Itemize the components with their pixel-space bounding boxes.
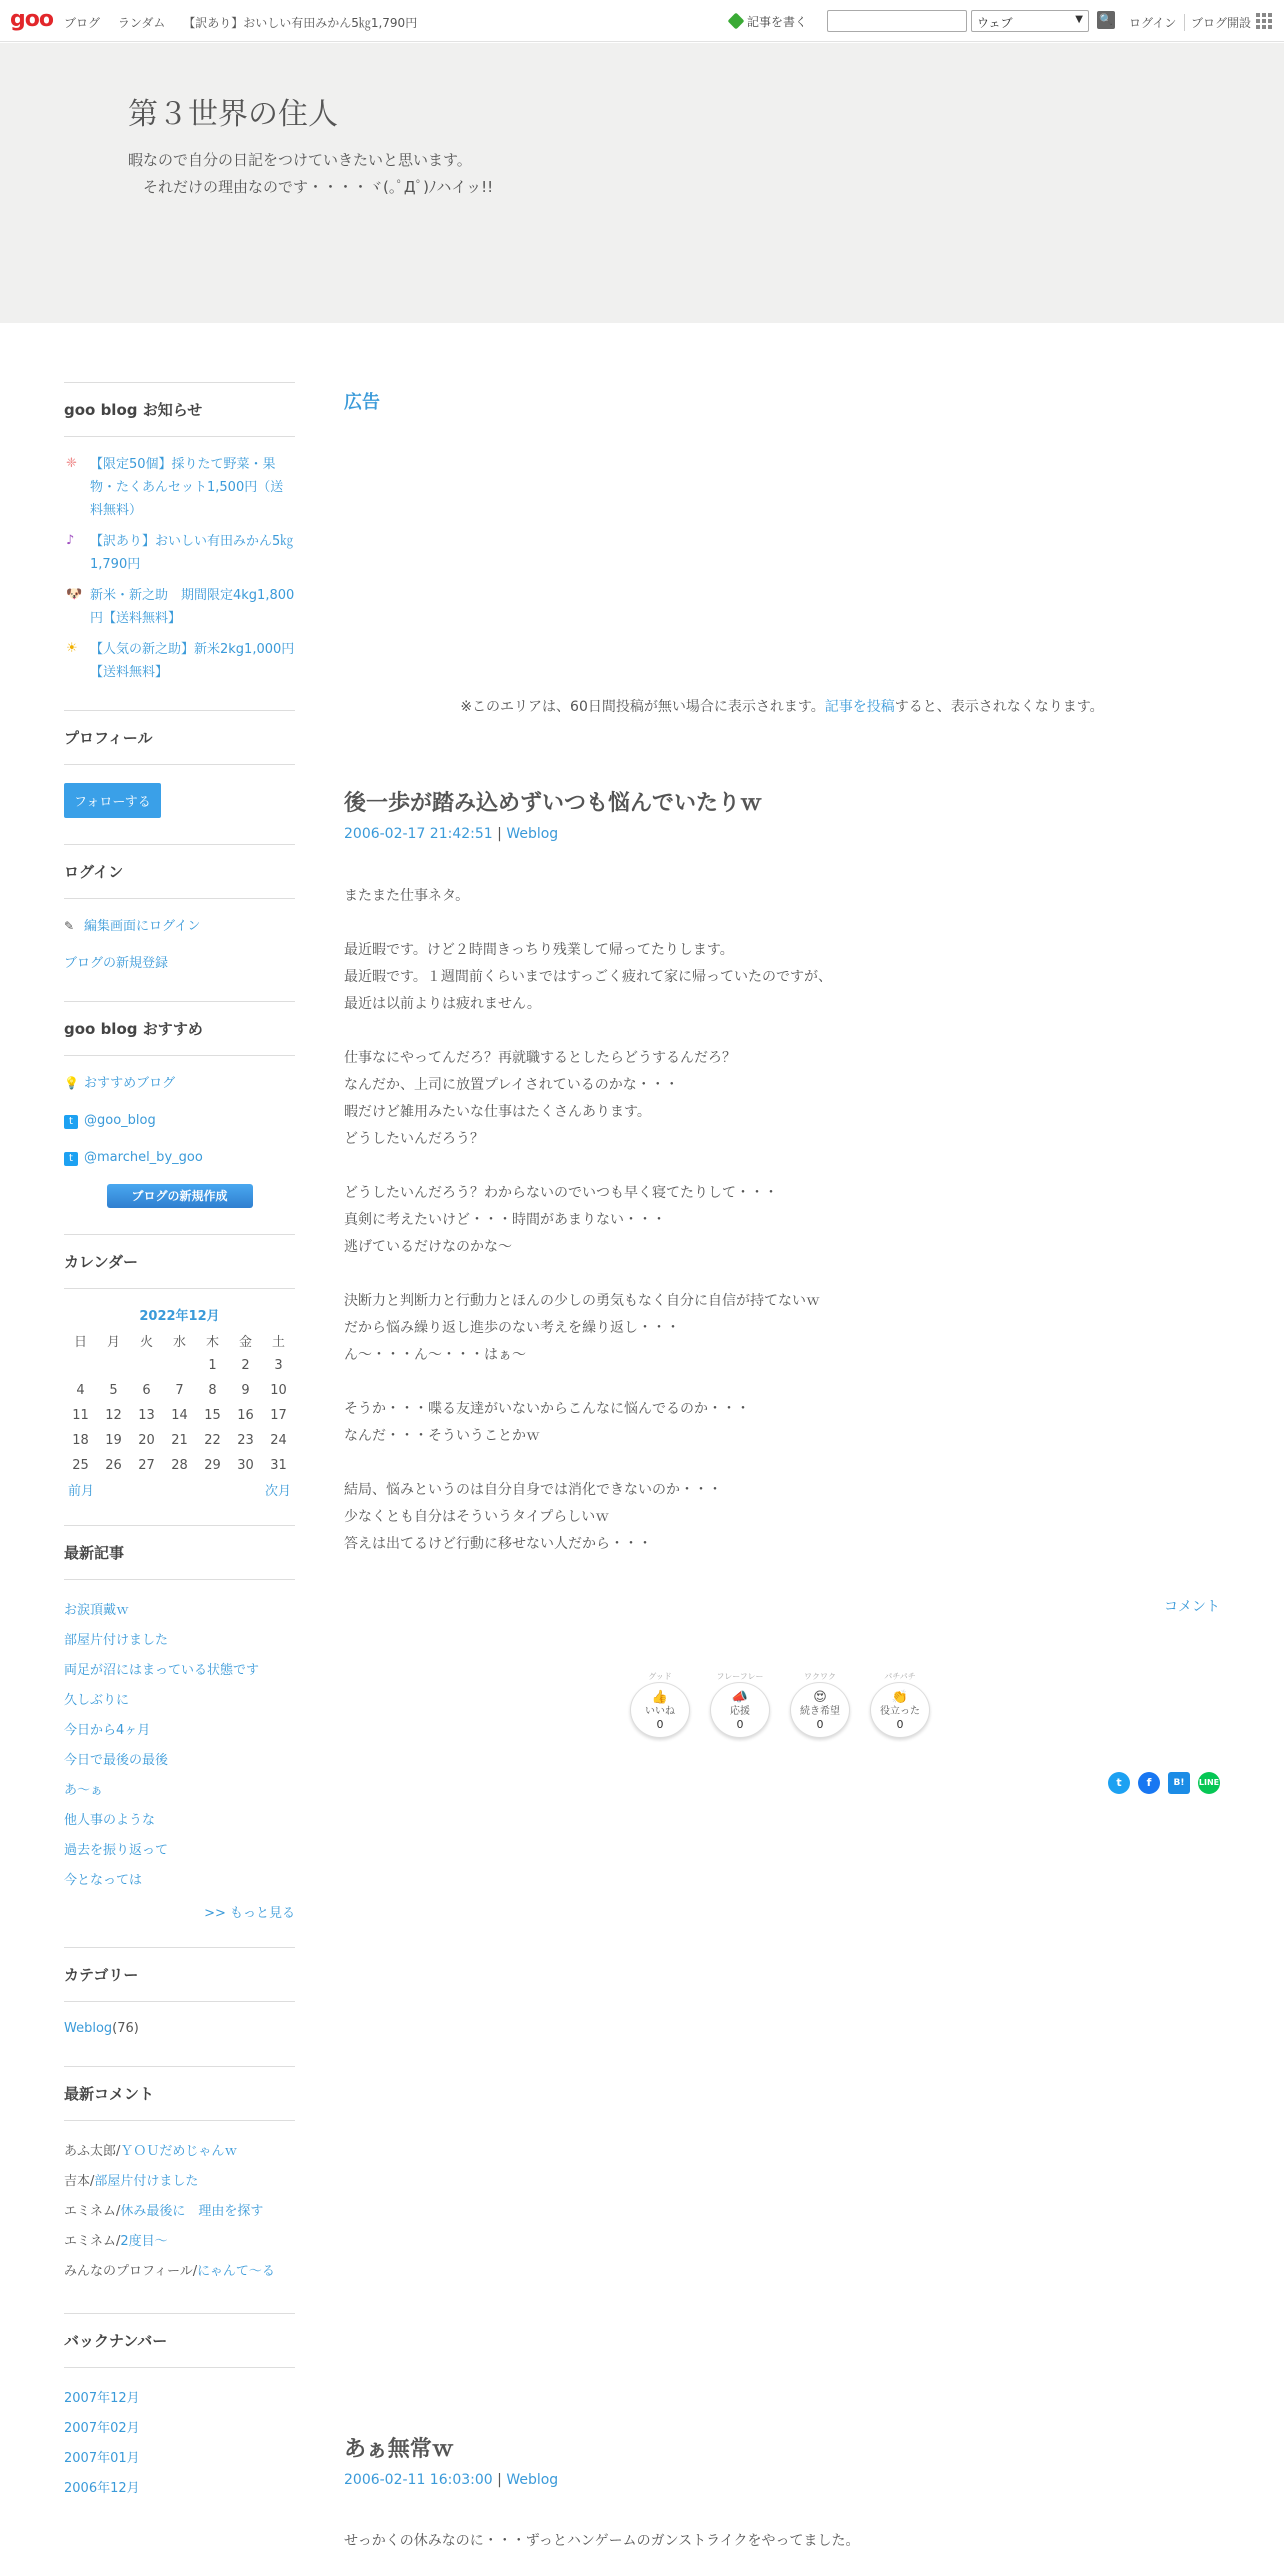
entry-line: だから悩み繰り返し進歩のない考えを繰り返し・・・	[344, 1320, 680, 1336]
calendar-day: 10	[270, 1383, 287, 1398]
calendar-day: 26	[105, 1458, 122, 1473]
recent-section	[64, 1525, 295, 1921]
pencil-icon	[728, 13, 745, 30]
meta-separator: |	[492, 826, 507, 842]
calendar-day: 25	[72, 1458, 89, 1473]
calendar-day: 9	[241, 1383, 250, 1398]
category-count: (76)	[112, 2021, 139, 2036]
weekday-label: 金	[238, 1335, 252, 1350]
comment-article-link[interactable]: 休み最後に 理由を探す	[120, 2204, 264, 2219]
reaction-label: 続き希望	[800, 1706, 840, 1717]
entry-line	[344, 1261, 832, 1288]
notice-item[interactable]	[64, 530, 295, 576]
recent-article-link[interactable]: 両足が沼にはまっている状態です	[64, 1663, 260, 1678]
notice-item-text: 【訳あり】おいしい有田みかん5㎏1,790円	[90, 534, 294, 572]
facebook-share-icon[interactable]: f	[1138, 1772, 1160, 1794]
calendar-day: 4	[76, 1383, 85, 1398]
calendar-day	[130, 1353, 163, 1378]
reaction-circle	[710, 1682, 770, 1738]
calendar-day: 29	[204, 1458, 221, 1473]
entry-line	[344, 1369, 832, 1396]
entry-category-link[interactable]: Weblog	[506, 826, 559, 842]
recent-article-link[interactable]: 他人事のような	[64, 1813, 156, 1828]
recent-article-link[interactable]: 過去を振り返って	[64, 1843, 169, 1858]
entry-line	[344, 1018, 832, 1045]
search-scope-value: ウェブ	[977, 16, 1013, 30]
recent-article-link[interactable]: あ～ぁ	[64, 1783, 104, 1798]
recent-article-link[interactable]: 今日で最後の最後	[64, 1753, 169, 1768]
new-register-link[interactable]: ブログの新規登録	[64, 956, 169, 971]
comment-author: 吉本/	[64, 2174, 95, 2189]
reaction-clap-button[interactable]	[870, 1672, 930, 1738]
entry-date-link[interactable]: 2006-02-11 16:03:00	[344, 2472, 493, 2488]
share-buttons	[1108, 1772, 1220, 1794]
comment-author: エミネム/	[64, 2204, 121, 2219]
calendar-section	[64, 1234, 295, 1499]
follow-button[interactable]: フォローする	[64, 783, 161, 818]
recent-comment	[64, 2137, 295, 2167]
twitter-marchel-link[interactable]	[64, 1147, 295, 1169]
calendar-day: 30	[237, 1458, 254, 1473]
recent-article-link[interactable]: 久しぶりに	[64, 1693, 130, 1708]
calendar-day: 2	[241, 1358, 250, 1373]
calendar-day: 22	[204, 1433, 221, 1448]
recent-comment	[64, 2197, 295, 2227]
profile-section	[64, 710, 295, 844]
login-section	[64, 844, 295, 975]
category-item[interactable]	[64, 2018, 295, 2040]
calendar-day: 23	[237, 1433, 254, 1448]
reaction-circle	[870, 1682, 930, 1738]
weekday-label: 火	[139, 1335, 153, 1350]
entry-line: またまた仕事ネタ。	[344, 888, 470, 904]
weekday-label: 土	[271, 1335, 285, 1350]
comments-section	[64, 2066, 295, 2287]
reaction-cheer-button[interactable]	[710, 1672, 770, 1738]
ad-heading: 広告	[344, 392, 380, 413]
entry-line	[344, 1450, 832, 1477]
reaction-good-button[interactable]	[630, 1672, 690, 1738]
entry-body	[344, 883, 832, 1558]
notice-item-text: 【限定50個】採りたて野菜・果物・たくあんセット1,500円（送料無料）	[90, 457, 284, 518]
notice-item[interactable]	[64, 638, 295, 684]
entry-line: どうしたいんだろう？	[344, 1131, 484, 1147]
entry-line: 答えは出てるけど行動に移せない人だから・・・	[344, 1536, 652, 1552]
comment-author: みんなのプロフィール/	[64, 2264, 198, 2279]
recent-comment	[64, 2227, 295, 2257]
ad-notice-text-end: すると、表示されなくなります。	[894, 699, 1104, 715]
nav-blog-link[interactable]: ブログ	[64, 16, 101, 30]
recent-article-link[interactable]: 今日から4ヶ月	[64, 1723, 151, 1738]
calendar-heading: カレンダー	[64, 1234, 295, 1289]
recommend-section	[64, 1001, 295, 1208]
reaction-count: 0	[816, 1718, 824, 1731]
notice-item-text: 【人気の新之助】新米2kg1,000円【送料無料】	[90, 642, 295, 680]
write-article-link[interactable]	[730, 13, 807, 30]
notice-item-text: 新米・新之助 期間限定4kg1,800円【送料無料】	[90, 588, 295, 626]
comment-article-link[interactable]: ＹＯＵだめじゃんｗ	[120, 2144, 238, 2159]
recommend-blog-label: おすすめブログ	[84, 1076, 176, 1091]
entry-category-link[interactable]: Weblog	[506, 2472, 559, 2488]
reaction-label: 役立った	[880, 1706, 920, 1717]
ad-notice-text: ※このエリアは、60日間投稿が無い場合に表示されます。	[460, 699, 825, 715]
reaction-kana: グッド	[648, 1672, 672, 1681]
entry-line: なんだ・・・そういうことかｗ	[344, 1428, 540, 1444]
backnumber-link[interactable]: 2007年02月	[64, 2421, 140, 2436]
twitter-handle: @marchel_by_goo	[84, 1150, 203, 1165]
search-button[interactable]	[1097, 11, 1115, 29]
sun-icon: ☀	[66, 641, 78, 656]
search-scope-select[interactable]	[971, 10, 1089, 32]
entry-line: 仕事なにやってんだろ？再就職するとしたらどうするんだろ？	[344, 1050, 736, 1066]
comment-article-link[interactable]: 2度目～	[120, 2234, 168, 2249]
reaction-kana: パチパチ	[884, 1672, 916, 1681]
backnumber-section	[64, 2313, 295, 2504]
prev-month-link[interactable]: 前月	[68, 1484, 95, 1499]
reaction-count: 0	[736, 1718, 744, 1731]
recommend-blog-link[interactable]	[64, 1072, 295, 1095]
line-share-icon[interactable]: LINE	[1198, 1772, 1220, 1794]
comments-heading: 最新コメント	[64, 2066, 295, 2121]
heart-eyes-icon: 😍	[813, 1690, 827, 1705]
profile-heading: プロフィール	[64, 710, 295, 765]
weekday-label: 日	[73, 1335, 87, 1350]
weekday-label: 木	[205, 1335, 219, 1350]
reaction-count: 0	[896, 1718, 904, 1731]
entry-line: 最近は以前よりは疲れません。	[344, 996, 541, 1012]
entry-line: そうか・・・喋る友達がいないからこんなに悩んでるのか・・・	[344, 1401, 750, 1417]
reaction-excited-button[interactable]	[790, 1672, 850, 1738]
reaction-circle	[790, 1682, 850, 1738]
calendar-day: 21	[171, 1433, 188, 1448]
entry-title[interactable]: 後一歩が踏み込めずいつも悩んでいたりｗ	[344, 791, 763, 816]
edit-login-label: 編集画面にログイン	[84, 919, 201, 934]
calendar-day: 18	[72, 1433, 89, 1448]
nav-random-link[interactable]: ランダム	[117, 16, 166, 30]
weekday-label: 水	[172, 1335, 186, 1350]
goo-logo[interactable]: goo	[10, 7, 53, 32]
calendar-day: 3	[274, 1358, 283, 1373]
calendar-day: 16	[237, 1408, 254, 1423]
calendar-day: 7	[175, 1383, 184, 1398]
category-name: Weblog	[64, 2021, 113, 2036]
calendar-nav	[68, 1480, 291, 1499]
recent-article-link[interactable]: 部屋片付けました	[64, 1633, 169, 1648]
next-month-link[interactable]: 次月	[264, 1484, 291, 1499]
blog-title[interactable]: 第３世界の住人	[128, 97, 338, 132]
backnumber-link[interactable]: 2007年12月	[64, 2391, 140, 2406]
login-link[interactable]: ログイン	[1129, 16, 1177, 30]
calendar-day: 31	[270, 1458, 287, 1473]
post-article-link[interactable]: 記事を投稿	[824, 699, 895, 715]
calendar-day	[64, 1353, 97, 1378]
edit-login-link[interactable]	[64, 915, 295, 938]
entry-meta	[344, 826, 558, 842]
twitter-icon: t	[64, 1152, 78, 1166]
comment-author: エミネム/	[64, 2234, 121, 2249]
recent-article-link[interactable]: 今となっては	[64, 1873, 143, 1888]
calendar-day: 12	[105, 1408, 122, 1423]
entry-line: 最近暇です。けど２時間きっちり残業して帰ってたりします。	[344, 942, 734, 958]
calendar-day: 13	[138, 1408, 155, 1423]
calendar-day: 8	[208, 1383, 217, 1398]
calendar-day: 20	[138, 1433, 155, 1448]
pen-icon: ✎	[64, 919, 75, 933]
calendar-day: 28	[171, 1458, 188, 1473]
flower-icon: ❈	[66, 456, 77, 471]
main-content	[344, 382, 1220, 2568]
notice-section	[64, 382, 295, 684]
dog-icon: 🐶	[66, 587, 83, 602]
recent-comment	[64, 2167, 295, 2197]
comment-article-link[interactable]: にゃんて～る	[197, 2264, 275, 2279]
clapping-hands-icon: 👏	[891, 1690, 909, 1705]
recommend-heading: goo blog おすすめ	[64, 1001, 295, 1056]
recent-heading: 最新記事	[64, 1525, 295, 1580]
global-navbar	[0, 0, 1284, 42]
search-input[interactable]	[827, 10, 967, 32]
meta-separator: |	[492, 2472, 507, 2488]
reaction-kana: ワクワク	[804, 1672, 836, 1681]
calendar-day: 11	[72, 1408, 89, 1423]
recent-comment	[64, 2257, 295, 2287]
twitter-handle: @goo_blog	[84, 1113, 156, 1128]
megaphone-icon: 📣	[731, 1690, 749, 1705]
twitter-icon: t	[64, 1115, 78, 1129]
top-nav	[64, 14, 431, 31]
entry-line: 真剣に考えたいけど・・・時間があまりない・・・	[344, 1212, 666, 1228]
write-article-label: 記事を書く	[747, 15, 808, 29]
notice-item[interactable]	[64, 453, 295, 522]
backnumber-heading: バックナンバー	[64, 2313, 295, 2368]
calendar-day: 24	[270, 1433, 287, 1448]
ad-notice	[344, 696, 1220, 716]
chevron-down-icon: ▼	[1075, 14, 1083, 25]
thumbs-up-icon: 👍	[651, 1690, 669, 1705]
entry-line: 決断力と判断力と行動力とほんの少しの勇気もなく自分に自信が持てないｗ	[344, 1293, 820, 1309]
blog-header	[0, 43, 1284, 323]
twitter-goo-blog-link[interactable]	[64, 1110, 295, 1132]
notice-heading: goo blog お知らせ	[64, 382, 295, 437]
nav-promo-link[interactable]: 【訳あり】おいしい有田みかん5㎏1,790円	[183, 16, 418, 30]
apps-grid-icon[interactable]	[1256, 13, 1272, 29]
weekday-label: 月	[106, 1335, 120, 1350]
notice-item[interactable]	[64, 584, 295, 630]
calendar-day	[163, 1353, 196, 1378]
blog-open-link[interactable]: ブログ開設	[1184, 14, 1251, 31]
entry-line: 暇だけど雑用みたいな仕事はたくさんあります。	[344, 1104, 651, 1120]
calendar-month[interactable]: 2022年12月	[139, 1309, 220, 1324]
entry-line: 逃げているだけなのかな～	[344, 1239, 512, 1255]
reaction-buttons	[630, 1672, 930, 1738]
create-blog-button[interactable]: ブログの新規作成	[107, 1184, 253, 1208]
lightbulb-icon: 💡	[64, 1076, 79, 1090]
entry-line: せっかくの休みなのに・・・ずっとハンゲームのガンストライクをやってました。	[344, 2533, 860, 2549]
hatena-bookmark-icon[interactable]: B!	[1168, 1772, 1190, 1794]
entry-line: ん～・・・ん～・・・はぁ～	[344, 1347, 526, 1363]
calendar-day: 17	[270, 1408, 287, 1423]
comment-link[interactable]: コメント	[1164, 1599, 1220, 1615]
entry-line: 少なくとも自分はそういうタイプらしいｗ	[344, 1509, 610, 1525]
calendar-day: 27	[138, 1458, 155, 1473]
calendar-day: 15	[204, 1408, 221, 1423]
backnumber-link[interactable]: 2007年01月	[64, 2451, 140, 2466]
backnumber-link[interactable]: 2006年12月	[64, 2481, 140, 2496]
sidebar	[64, 382, 295, 2504]
login-heading: ログイン	[64, 844, 295, 899]
entry-line: なんだか、上司に放置プレイされているのかな・・・	[344, 1077, 679, 1093]
reaction-kana: フレーフレー	[716, 1672, 764, 1681]
reaction-label: 応援	[730, 1706, 750, 1717]
reaction-circle	[630, 1682, 690, 1738]
music-note-icon: ♪	[66, 533, 75, 548]
calendar-day: 14	[171, 1408, 188, 1423]
entry-line	[344, 910, 832, 937]
calendar-day: 1	[208, 1358, 217, 1373]
calendar-table	[64, 1328, 295, 1478]
entry-meta	[344, 2472, 558, 2488]
calendar-day: 6	[142, 1383, 151, 1398]
comment-article-link[interactable]: 部屋片付けました	[94, 2174, 199, 2189]
entry-date-link[interactable]: 2006-02-17 21:42:51	[344, 826, 493, 842]
entry-line: どうしたいんだろう？わからないのでいつも早く寝てたりして・・・	[344, 1185, 778, 1201]
recent-article-link[interactable]: お涙頂戴ｗ	[64, 1603, 130, 1618]
entry-line	[344, 1153, 832, 1180]
entry-line: 結局、悩みというのは自分自身では消化できないのか・・・	[344, 1482, 722, 1498]
comment-author: あふ太郎/	[64, 2144, 121, 2159]
blog-description: 暇なので自分の日記をつけていきたいと思います。 それだけの理由なのです・・・・ヾ(｡ﾟДﾟ)ﾉハイッ!!	[128, 151, 494, 196]
search-icon: 🔍	[1099, 13, 1113, 26]
category-section	[64, 1947, 295, 2040]
twitter-share-icon[interactable]: t	[1108, 1772, 1130, 1794]
entry-line: 最近暇です。１週間前くらいまではすっごく疲れて家に帰っていたのですが、	[344, 969, 833, 985]
entry-body	[344, 2528, 859, 2555]
calendar	[64, 1305, 295, 1499]
calendar-day: 5	[109, 1383, 118, 1398]
reaction-label: いいね	[645, 1706, 675, 1717]
more-articles-link[interactable]: >> もっと見る	[204, 1906, 295, 1921]
calendar-day: 19	[105, 1433, 122, 1448]
category-heading: カテゴリー	[64, 1947, 295, 2002]
calendar-day	[97, 1353, 130, 1378]
reaction-count: 0	[656, 1718, 664, 1731]
entry-title[interactable]: あぁ無常ｗ	[344, 2437, 454, 2462]
